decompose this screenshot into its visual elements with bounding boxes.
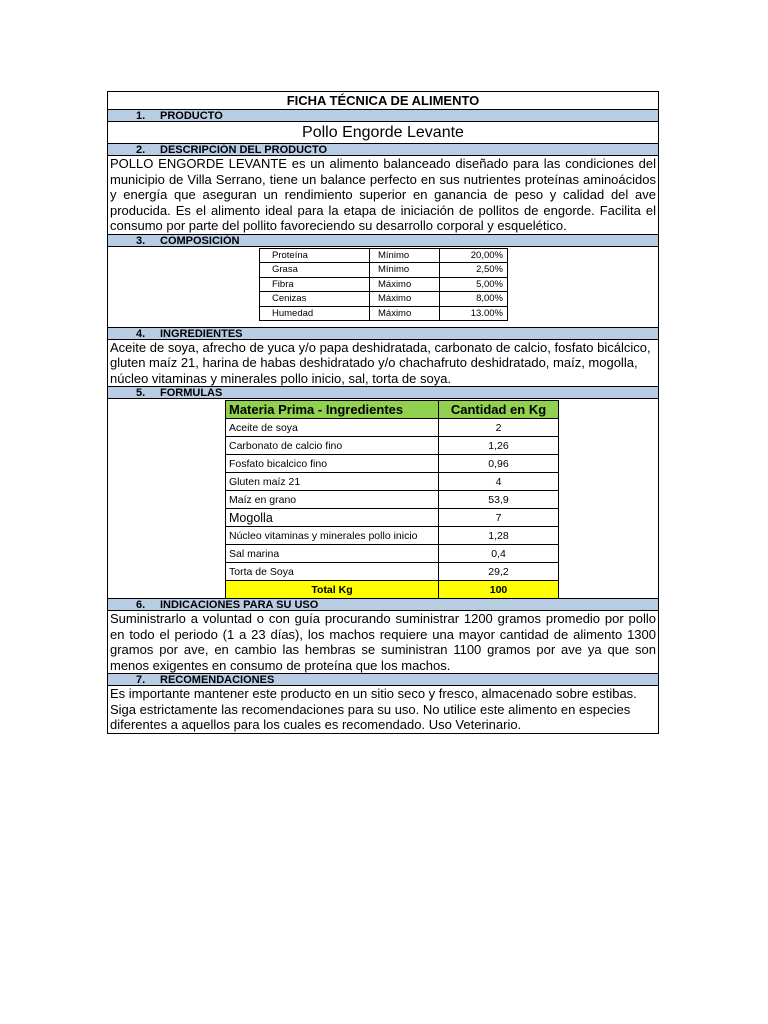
product-name: Pollo Engorde Levante [108, 122, 658, 144]
section-number: 1. [136, 110, 146, 122]
section-label: INDICACIONES PARA SU USO [160, 599, 319, 611]
composition-limit: Mínimo [370, 263, 440, 278]
composition-limit: Máximo [370, 277, 440, 292]
composition-row [260, 306, 508, 321]
composition-value: 13.00% [440, 306, 508, 321]
formula-ingredient: Mogolla [226, 509, 439, 527]
composition-nutrient: Proteína [260, 248, 370, 263]
section-header-description [108, 144, 658, 156]
composition-row [260, 248, 508, 263]
formula-header-quantity: Cantidad en Kg [439, 401, 559, 419]
section-label: RECOMENDACIONES [160, 674, 275, 686]
formula-row [226, 563, 559, 581]
formula-ingredient: Fosfato bicalcico fino [226, 455, 439, 473]
section-header-product [108, 110, 658, 122]
ingredients-text: Aceite de soya, afrecho de yuca y/o papa deshidratada, carbonato de calcio, fosfato bicálcico, gluten maíz 21, harina de habas deshidratado y/o chachafruto deshidratado, maíz, mogolla, núcleo vitaminas y minerales pollo inicio, sal, torta de soya. [108, 340, 658, 388]
composition-nutrient: Humedad [260, 306, 370, 321]
section-label: DESCRIPCIÓN DEL PRODUCTO [160, 144, 328, 156]
formula-header-row [226, 401, 559, 419]
formula-row [226, 527, 559, 545]
usage-text: Suministrarlo a voluntad o con guía procurando suministrar 1200 gramos promedio por pollo en todo el periodo (1 a 23 días), los machos requiere una mayor cantidad de alimento 1300 gramos por ave, en cambio las hembras se suministran 1100 gramos por ave ya que son menos exigentes en consumo de proteína que los machos. [110, 611, 656, 673]
section-header-recommendations [108, 674, 658, 686]
formula-quantity: 7 [439, 509, 559, 527]
formula-row [226, 545, 559, 563]
formula-row [226, 491, 559, 509]
section-number: 3. [136, 234, 146, 247]
formula-header-ingredient: Materia Prima - Ingredientes [226, 401, 439, 419]
formula-ingredient: Núcleo vitaminas y minerales pollo inicio [226, 527, 439, 545]
section-number: 7. [136, 674, 146, 686]
composition-nutrient: Fibra [260, 277, 370, 292]
formula-row [226, 455, 559, 473]
formula-total-value: 100 [439, 581, 559, 599]
section-label: COMPOSICIÓN [160, 234, 240, 247]
formula-quantity: 0,4 [439, 545, 559, 563]
composition-limit: Mínimo [370, 248, 440, 263]
composition-row [260, 292, 508, 307]
section-header-usage [108, 599, 658, 611]
composition-table [259, 248, 508, 322]
composition-limit: Máximo [370, 306, 440, 321]
formula-ingredient: Aceite de soya [226, 419, 439, 437]
formula-table [225, 400, 559, 599]
composition-value: 20,00% [440, 248, 508, 263]
sheet-title: FICHA TÉCNICA DE ALIMENTO [108, 92, 658, 110]
formula-total-row [226, 581, 559, 599]
formula-row [226, 419, 559, 437]
composition-row [260, 263, 508, 278]
formula-total-label: Total Kg [226, 581, 439, 599]
composition-value: 5,00% [440, 277, 508, 292]
formula-quantity: 1,26 [439, 437, 559, 455]
formula-row [226, 509, 559, 527]
composition-value: 2,50% [440, 263, 508, 278]
section-header-composition [108, 235, 658, 247]
formula-ingredient: Sal marina [226, 545, 439, 563]
composition-nutrient: Cenizas [260, 292, 370, 307]
section-number: 6. [136, 599, 146, 611]
section-label: PRODUCTO [160, 110, 223, 122]
formula-quantity: 29,2 [439, 563, 559, 581]
composition-nutrient: Grasa [260, 263, 370, 278]
composition-row [260, 277, 508, 292]
formula-ingredient: Torta de Soya [226, 563, 439, 581]
composition-value: 8,00% [440, 292, 508, 307]
formula-quantity: 0,96 [439, 455, 559, 473]
formula-quantity: 53,9 [439, 491, 559, 509]
composition-area [108, 247, 658, 328]
section-number: 5. [136, 387, 146, 399]
formula-ingredient: Gluten maíz 21 [226, 473, 439, 491]
section-label: FORMULAS [160, 387, 223, 399]
section-header-formulas [108, 387, 658, 399]
formula-row [226, 437, 559, 455]
section-number: 4. [136, 327, 146, 340]
composition-limit: Máximo [370, 292, 440, 307]
section-number: 2. [136, 144, 146, 156]
formula-ingredient: Carbonato de calcio fino [226, 437, 439, 455]
formula-quantity: 2 [439, 419, 559, 437]
description-text: POLLO ENGORDE LEVANTE es un alimento balanceado diseñado para las condiciones del municipio de Villa Serrano, tiene un balance perfecto en sus nutrientes proteínas aminoácidos y energía que aseguran un rendimiento superior en ganancia de peso y calidad del ave producida. Es el alimento ideal para la etapa de iniciación de pollitos de engorde. Facilita el consumo por parte del pollito favoreciendo su desarrollo corporal y esquelético. [110, 156, 656, 233]
section-header-ingredients [108, 328, 658, 340]
formula-quantity: 4 [439, 473, 559, 491]
formula-ingredient: Maíz en grano [226, 491, 439, 509]
recommendations-text: Es importante mantener este producto en un sitio seco y fresco, almacenado sobre estibas. Siga estrictamente las recomendaciones para su uso. No utilice este alimento en especies diferentes a aquellos para los cuales es recomendado. Uso Veterinario. [110, 686, 637, 732]
formula-quantity: 1,28 [439, 527, 559, 545]
formula-row [226, 473, 559, 491]
section-label: INGREDIENTES [160, 327, 243, 340]
formula-area [108, 399, 658, 599]
technical-sheet [107, 91, 659, 734]
